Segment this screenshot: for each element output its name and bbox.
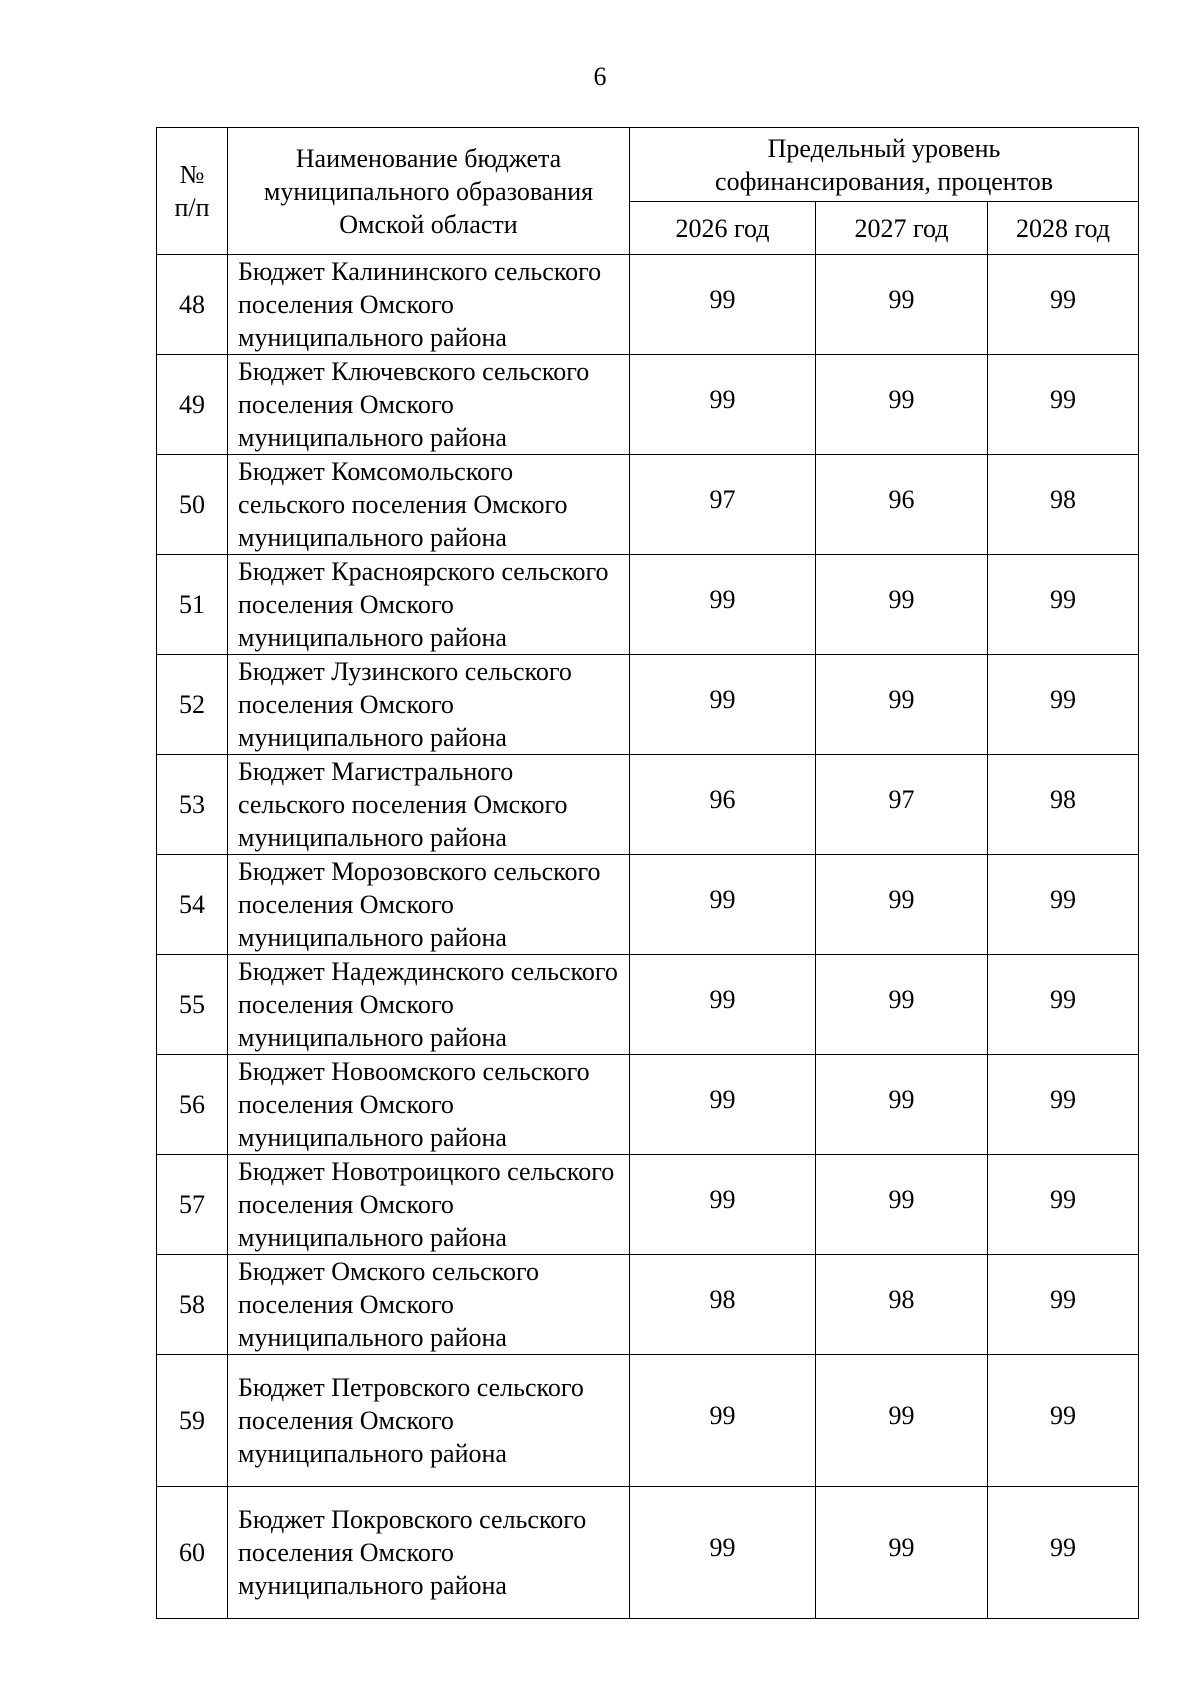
table-row [157,1055,1139,1155]
value-2026 [630,355,816,455]
row-number: 56 [157,1055,228,1155]
value-2028 [988,955,1139,1055]
value-2026 [630,455,816,555]
row-number: 48 [157,255,228,355]
header-year-2027: 2027 год [816,202,988,255]
value-2028-text: 99 [1050,1401,1077,1430]
value-2028 [988,1155,1139,1255]
value-2027-text: 99 [888,1185,915,1214]
value-2028 [988,655,1139,755]
table-row [157,1487,1139,1619]
value-2026 [630,1155,816,1255]
row-number: 58 [157,1255,228,1355]
page-number: 6 [593,62,607,91]
value-2027-text: 99 [888,685,915,714]
value-2026-text: 99 [709,1085,736,1114]
table-row [157,355,1139,455]
budget-name: Бюджет Лузинского сельского поселения Омского муниципального района [228,655,630,755]
value-2027-text: 96 [888,485,915,514]
budget-name: Бюджет Магистрального сельского поселения Омского муниципального района [228,755,630,855]
value-2027 [816,1255,988,1355]
budget-name: Бюджет Надеждинского сельского поселения Омского муниципального района [228,955,630,1055]
value-2028 [988,1487,1139,1619]
header-year-2028: 2028 год [988,202,1139,255]
value-2027 [816,1055,988,1155]
row-number: 60 [157,1487,228,1619]
value-2028 [988,455,1139,555]
value-2026-text: 99 [709,1401,736,1430]
budget-name: Бюджет Красноярского сельского поселения Омского муниципального района [228,555,630,655]
table-row [157,655,1139,755]
value-2027 [816,755,988,855]
value-2027 [816,1355,988,1487]
value-2028-text: 99 [1050,685,1077,714]
header-level-label: Предельный уровень софинансирования, процентов [715,133,1053,196]
value-2026 [630,555,816,655]
budget-name: Бюджет Омского сельского поселения Омского муниципального района [228,1255,630,1355]
value-2027 [816,655,988,755]
value-2027-text: 99 [888,1085,915,1114]
header-number [157,128,228,255]
value-2028 [988,855,1139,955]
value-2027-text: 99 [888,585,915,614]
value-2026-text: 96 [709,785,736,814]
budget-name: Бюджет Калининского сельского поселения Омского муниципального района [228,255,630,355]
table-row [157,455,1139,555]
value-2027-text: 98 [888,1285,915,1314]
value-2028-text: 99 [1050,1185,1077,1214]
table-row [157,755,1139,855]
header-level [630,128,1139,202]
header-name [228,128,630,255]
value-2027 [816,855,988,955]
budget-name: Бюджет Морозовского сельского поселения Омского муниципального района [228,855,630,955]
row-number: 53 [157,755,228,855]
value-2027-text: 99 [888,285,915,314]
budget-name: Бюджет Новоомского сельского поселения Омского муниципального района [228,1055,630,1155]
value-2027-text: 99 [888,1533,915,1562]
value-2028-text: 98 [1050,785,1077,814]
row-number: 57 [157,1155,228,1255]
value-2026-text: 99 [709,585,736,614]
value-2028 [988,555,1139,655]
value-2027 [816,355,988,455]
budget-name: Бюджет Ключевского сельского поселения Омского муниципального района [228,355,630,455]
value-2026 [630,855,816,955]
value-2026 [630,255,816,355]
value-2026-text: 99 [709,385,736,414]
value-2026-text: 97 [709,485,736,514]
value-2026-text: 99 [709,985,736,1014]
cofinancing-table [156,127,1139,1619]
value-2026-text: 98 [709,1285,736,1314]
value-2026 [630,655,816,755]
value-2028 [988,355,1139,455]
value-2028 [988,255,1139,355]
table-row [157,555,1139,655]
value-2028-text: 99 [1050,385,1077,414]
value-2027 [816,955,988,1055]
table-row [157,955,1139,1055]
table-row [157,1255,1139,1355]
table-row [157,1355,1139,1487]
value-2027 [816,1487,988,1619]
row-number: 52 [157,655,228,755]
value-2028 [988,1355,1139,1487]
table-row [157,255,1139,355]
value-2026-text: 99 [709,885,736,914]
value-2026 [630,955,816,1055]
value-2027 [816,555,988,655]
row-number: 59 [157,1355,228,1487]
value-2027 [816,455,988,555]
value-2028-text: 99 [1050,985,1077,1014]
value-2026 [630,1487,816,1619]
table-row [157,1155,1139,1255]
value-2026 [630,1055,816,1155]
row-number: 55 [157,955,228,1055]
header-year-2026: 2026 год [630,202,816,255]
header-name-label: Наименование бюджета муниципального образования Омской области [263,143,594,239]
value-2028 [988,1255,1139,1355]
value-2027-text: 97 [888,785,915,814]
value-2027-text: 99 [888,885,915,914]
value-2028-text: 99 [1050,1285,1077,1314]
budget-name: Бюджет Комсомольского сельского поселения Омского муниципального района [228,455,630,555]
value-2028-text: 99 [1050,285,1077,314]
row-number: 50 [157,455,228,555]
row-number: 49 [157,355,228,455]
value-2028-text: 99 [1050,585,1077,614]
value-2028-text: 98 [1050,485,1077,514]
value-2028 [988,755,1139,855]
budget-name: Бюджет Новотроицкого сельского поселения Омского муниципального района [228,1155,630,1255]
value-2027 [816,255,988,355]
budget-name: Бюджет Покровского сельского поселения Омского муниципального района [228,1487,630,1619]
value-2026 [630,1355,816,1487]
value-2026-text: 99 [709,1533,736,1562]
row-number: 54 [157,855,228,955]
value-2028 [988,1055,1139,1155]
value-2026-text: 99 [709,1185,736,1214]
value-2028-text: 99 [1050,885,1077,914]
table-row [157,855,1139,955]
value-2026 [630,1255,816,1355]
value-2027-text: 99 [888,385,915,414]
value-2027-text: 99 [888,985,915,1014]
value-2027 [816,1155,988,1255]
value-2028-text: 99 [1050,1533,1077,1562]
row-number: 51 [157,555,228,655]
budget-name: Бюджет Петровского сельского поселения Омского муниципального района [228,1355,630,1487]
value-2026-text: 99 [709,285,736,314]
header-number-label: № п/п [174,160,210,222]
value-2028-text: 99 [1050,1085,1077,1114]
value-2026 [630,755,816,855]
value-2027-text: 99 [888,1401,915,1430]
value-2026-text: 99 [709,685,736,714]
